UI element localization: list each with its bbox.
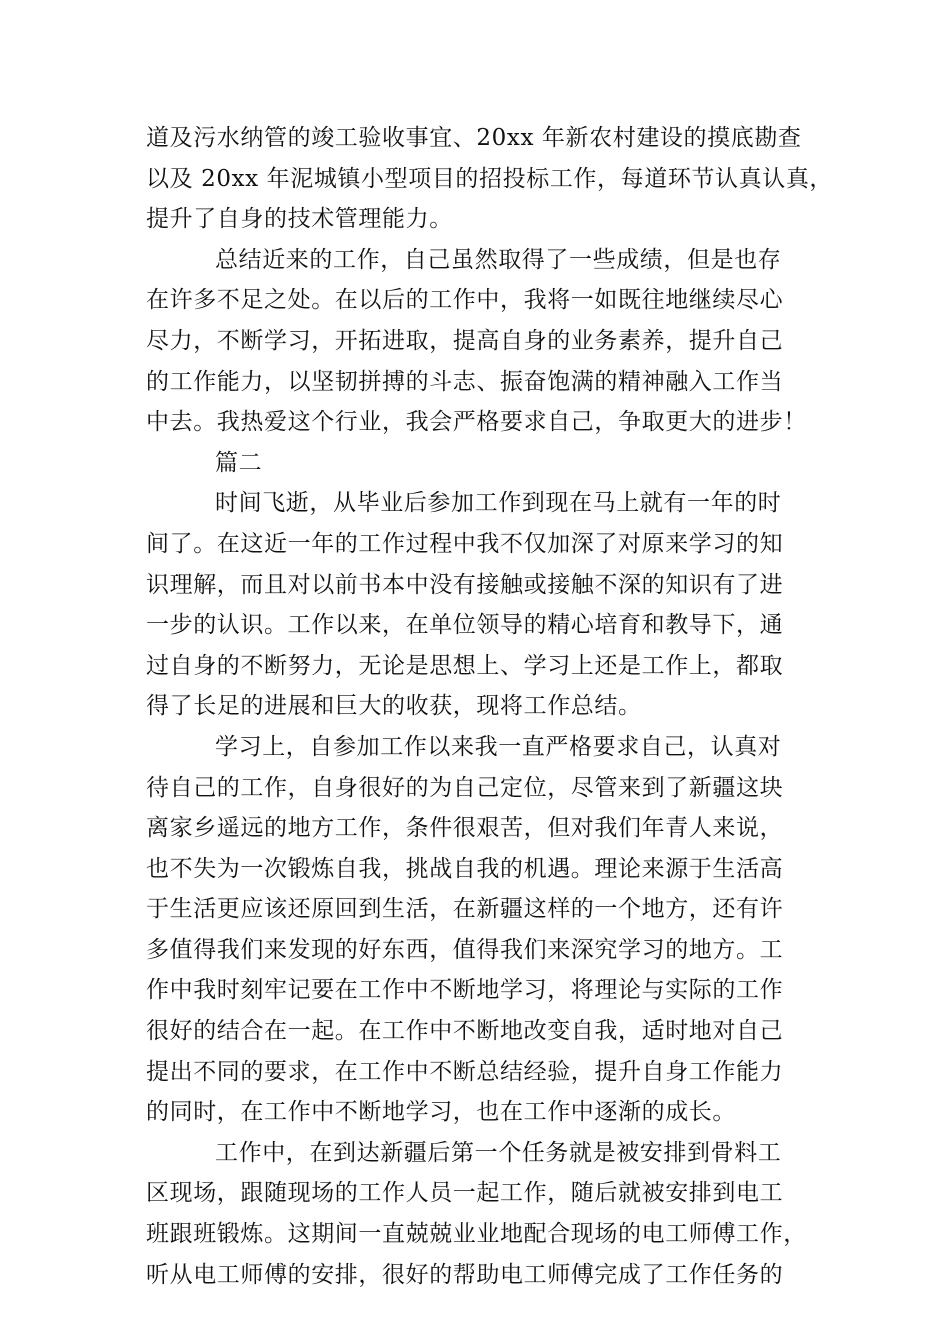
text-line: 识理解，而且对以前书本中没有接触或接触不深的知识有了进 <box>146 571 784 598</box>
text-line: 的同时，在工作中不断地学习，也在工作中逐渐的成长。 <box>146 1099 736 1126</box>
text-line: 的工作能力，以坚韧拼搏的斗志、振奋饱满的精神融入工作当 <box>146 368 784 395</box>
text-line: 区现场，跟随现场的工作人员一起工作，随后就被安排到电工 <box>146 1180 784 1207</box>
text-line: 于生活更应该还原回到生活，在新疆这样的一个地方，还有许 <box>146 896 784 923</box>
text-line: 作中我时刻牢记要在工作中不断地学习，将理论与实际的工作 <box>146 977 784 1004</box>
paragraph-first-line: 篇二 <box>215 449 263 476</box>
text-line: 在许多不足之处。在以后的工作中，我将一如既往地继续尽心 <box>146 287 784 314</box>
text-line: 班跟班锻炼。这期间一直兢兢业业地配合现场的电工师傅工作， <box>146 1221 807 1248</box>
paragraph-first-line: 时间飞逝，从毕业后参加工作到现在马上就有一年的时 <box>215 490 782 517</box>
text-line: 待自己的工作，自身很好的为自己定位，尽管来到了新疆这块 <box>146 774 784 801</box>
text-line: 得了长足的进展和巨大的收获，现将工作总结。 <box>146 693 642 720</box>
paragraph-first-line: 学习上，自参加工作以来我一直严格要求自己，认真对 <box>215 733 782 760</box>
paragraph-first-line: 工作中，在到达新疆后第一个任务就是被安排到骨料工 <box>215 1139 782 1166</box>
text-line: 也不失为一次锻炼自我，挑战自我的机遇。理论来源于生活高 <box>146 855 784 882</box>
document-body <box>146 118 834 1295</box>
text-line: 过自身的不断努力，无论是思想上、学习上还是工作上，都取 <box>146 652 784 679</box>
text-line: 间了。在这近一年的工作过程中我不仅加深了对原来学习的知 <box>146 530 784 557</box>
text-line: 一步的认识。工作以来，在单位领导的精心培育和教导下，通 <box>146 612 784 639</box>
text-line: 听从电工师傅的安排，很好的帮助电工师傅完成了工作任务的 <box>146 1261 784 1288</box>
text-line: 很好的结合在一起。在工作中不断地改变自我，适时地对自己 <box>146 1018 784 1045</box>
text-line: 道及污水纳管的竣工验收事宜、20xx 年新农村建设的摸底勘查 <box>146 125 802 151</box>
text-line: 尽力，不断学习，开拓进取，提高自身的业务素养，提升自己 <box>146 327 784 354</box>
text-line: 提出不同的要求，在工作中不断总结经验，提升自身工作能力 <box>146 1058 784 1085</box>
text-line: 多值得我们来发现的好东西，值得我们来深究学习的地方。工 <box>146 936 784 963</box>
paragraph-first-line: 总结近来的工作，自己虽然取得了一些成绩，但是也存 <box>215 246 782 273</box>
text-line: 中去。我热爱这个行业，我会严格要求自己，争取更大的进步！ <box>146 409 807 436</box>
text-line: 离家乡遥远的地方工作，条件很艰苦，但对我们年青人来说， <box>146 815 784 842</box>
text-line: 以及 20xx 年泥城镇小型项目的招投标工作，每道环节认真认真， <box>146 165 834 192</box>
text-line: 提升了自身的技术管理能力。 <box>146 206 453 233</box>
